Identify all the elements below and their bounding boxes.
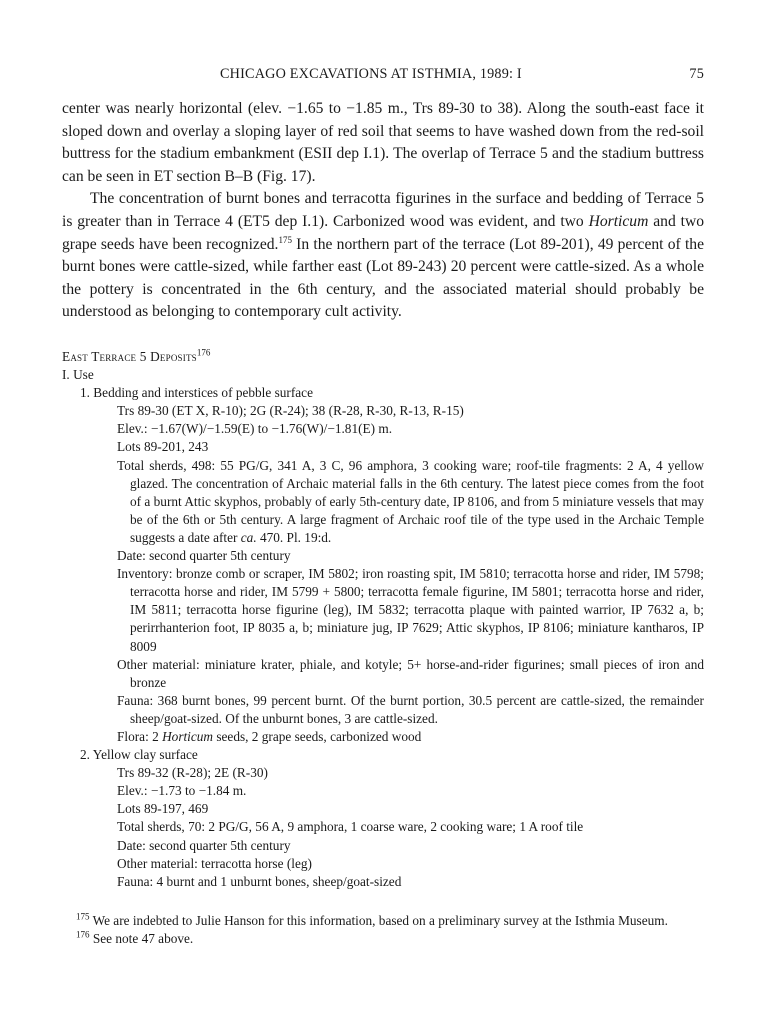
item-2-trs: Trs 89-32 (R-28); 2E (R-30)	[117, 765, 268, 781]
running-header	[62, 66, 704, 86]
item-2-lots: Lots 89-197, 469	[117, 801, 209, 817]
item-2-date: Date: second quarter 5th century	[117, 837, 291, 853]
p2-text-a: The concentration of burnt bones and terracotta figurines in the surface and bedding of Terrace 5 is greater than in Terrace 4 (ET5 dep I.1). Carbonized wood was evident, and two	[62, 190, 704, 230]
paragraph-2	[62, 188, 704, 324]
footnotes	[62, 912, 704, 948]
item-1-lots: Lots 89-201, 243	[117, 439, 209, 455]
item-1-fauna: Fauna: 368 burnt bones, 99 percent burnt. Of the burnt portion, 30.5 percent are cattle-sized, the remainder sheep/goat-sized. Of the unburnt bones, 3 are cattle-sized.	[117, 692, 704, 726]
p2-text-c: In the northern part of the terrace (Lot 89-201), 49 percent of the burnt bones were cattle-sized, while farther east (Lot 89-243) 20 percent were cattle-sized. As a whole the pottery is concentrated in the 6th century, and the associated material should probably be understood as belonging to contemporary cult activity.	[62, 235, 704, 321]
paragraph-1: center was nearly horizontal (elev. −1.65 to −1.85 m., Trs 89-30 to 38). Along the south-east face it sloped down and overlay a sloping layer of red soil that seems to have washed down from the red-soil buttress for the stadium embankment (ESII dep I.1). The overlap of Terrace 5 and the stadium buttress can be seen in ET section B–B (Fig. 17).	[62, 100, 704, 185]
footnote-176: $^{176}$ See note 47 above.	[76, 929, 194, 946]
item-1-trs: Trs 89-30 (ET X, R-10); 2G (R-24); 38 (R-28, R-30, R-13, R-15)	[117, 403, 464, 419]
item-1-sherds: Total sherds, 498: 55 PG/G, 341 A, 3 C, 96 amphora, 3 cooking ware; roof-tile fragments: 2 A, 4 yellow glazed. The concentration of Archaic material falls in the 6th century. The latest piece comes from the foot of a burnt Attic skyphos, probably of early 5th-century date, IP 8106, and from 5 miniature vessels that may be of the 6th or 5th century. A large fragment of Archaic roof tile of the type used in the Archaic Temple suggests a date after ca. 470. Pl. 19:d.	[117, 457, 704, 545]
footnote-ref-176[interactable]: 176	[196, 347, 211, 358]
item-2-other: Other material: terracotta horse (leg)	[117, 855, 312, 871]
running-title: CHICAGO EXCAVATIONS AT ISTHMIA, 1989: I	[220, 66, 522, 82]
section-use: I. Use	[62, 367, 94, 383]
footnote-ref-175[interactable]: 175	[278, 234, 292, 245]
item-1-title: 1. Bedding and interstices of pebble surface	[80, 385, 313, 401]
item-1-inventory: Inventory: bronze comb or scraper, IM 5802; iron roasting spit, IM 5810; terracotta horse and rider, IM 5798; terracotta horse and rider, IM 5799 + 5800; terracotta female figurine, IM 5801; terracotta horse and rider, IM 5811; terracotta horse figurine (leg), IM 5832; terracotta plaque with painted warrior, IP 7632 a, b; perirrhanterion foot, IP 8035 a, b; miniature jug, IP 7629; Attic skyphos, IP 8106; miniature kantharos, IP 8009	[117, 566, 704, 654]
item-1-other: Other material: miniature krater, phiale, and kotyle; 5+ horse-and-rider figurines; small pieces of iron and bronze	[117, 656, 704, 690]
item-2-elev: Elev.: −1.73 to −1.84 m.	[117, 783, 247, 799]
item-2-fauna: Fauna: 4 burnt and 1 unburnt bones, sheep/goat-sized	[117, 873, 402, 889]
item-2-title: 2. Yellow clay surface	[80, 747, 198, 763]
page-number: 75	[689, 66, 704, 82]
deposits-list	[62, 348, 704, 891]
deposits-heading: East Terrace 5 Deposits$^{176}$	[62, 347, 211, 364]
item-2-sherds: Total sherds, 70: 2 PG/G, 56 A, 9 amphora, 1 coarse ware, 2 cooking ware; 1 A roof tile	[117, 819, 584, 835]
footnote-175: $^{175}$ We are indebted to Julie Hanson for this information, based on a preliminary survey at the Isthmia Museum.	[76, 911, 668, 928]
p2-italic: Horticum	[588, 212, 649, 230]
body-text	[62, 98, 704, 324]
item-1-flora: Flora: 2 Horticum seeds, 2 grape seeds, carbonized wood	[117, 728, 422, 744]
item-1-elev: Elev.: −1.67(W)/−1.59(E) to −1.76(W)/−1.81(E) m.	[117, 421, 393, 437]
item-1-date: Date: second quarter 5th century	[117, 548, 291, 564]
p2-text-b: and two grape seeds have been recognized.	[62, 212, 705, 253]
